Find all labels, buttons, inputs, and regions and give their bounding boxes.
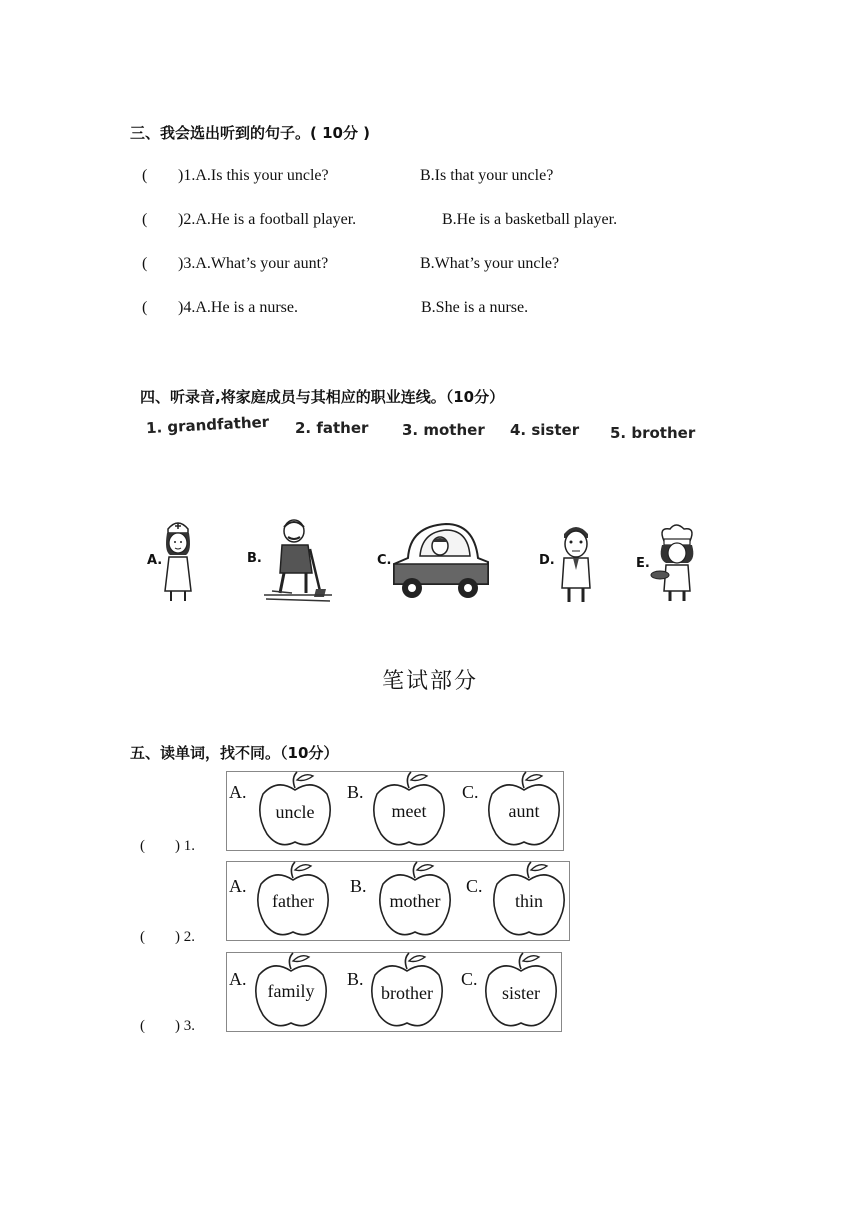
option-letter-b: B. [347, 782, 364, 802]
question-2-option-b: B.He is a basketball player. [442, 211, 618, 228]
picture-a-label: A. [147, 553, 163, 568]
option-word[interactable]: uncle [275, 802, 315, 822]
word-box-row-2 [226, 861, 570, 941]
option-word[interactable]: family [267, 981, 315, 1001]
option-word[interactable]: brother [381, 983, 433, 1003]
option-letter-b: B. [347, 969, 364, 989]
option-letter-a: A. [229, 782, 247, 802]
picture-b-label: B. [247, 551, 262, 566]
answer-bracket[interactable]: ( [142, 211, 148, 228]
question-4-option-b: B.She is a nurse. [421, 299, 529, 316]
picture-c-label: C. [377, 553, 392, 568]
answer-bracket-row-3[interactable]: ( ) 3. [140, 1018, 195, 1034]
answer-bracket-row-1[interactable]: ( ) 1. [140, 838, 195, 854]
question-1-option-a: )1.A.Is this your uncle? [178, 167, 329, 184]
option-word[interactable]: meet [391, 801, 427, 821]
option-letter-b: B. [350, 876, 367, 896]
question-4-option-a: )4.A.He is a nurse. [178, 299, 298, 316]
member-mother[interactable]: 3. mother [402, 421, 485, 439]
answer-bracket[interactable]: ( [142, 255, 148, 272]
option-word[interactable]: sister [502, 983, 540, 1003]
question-1-option-b: B.Is that your uncle? [420, 167, 554, 184]
member-sister[interactable]: 4. sister [510, 421, 580, 439]
option-word[interactable]: father [272, 891, 314, 911]
question-3-option-b: B.What’s your uncle? [420, 255, 560, 272]
written-section-title: 笔试部分 [381, 669, 478, 694]
question-3-option-a: )3.A.What’s your aunt? [178, 255, 329, 272]
driver-car-icon[interactable] [390, 518, 492, 602]
farmer-icon[interactable] [262, 517, 334, 603]
option-word[interactable]: aunt [508, 801, 540, 821]
picture-d-label: D. [539, 553, 555, 568]
option-letter-c: C. [461, 969, 478, 989]
word-box-row-3 [226, 952, 562, 1032]
option-word[interactable]: mother [389, 891, 441, 911]
part4-heading: 四、听录音,将家庭成员与其相应的职业连线。（10分） [140, 388, 505, 406]
member-brother[interactable]: 5. brother [610, 424, 696, 442]
part3-heading: 三、我会选出听到的句子。( 10分 ) [130, 124, 371, 142]
option-word[interactable]: thin [514, 891, 543, 911]
answer-bracket[interactable]: ( [142, 167, 148, 184]
part5-heading: 五、读单词，找不同。（10分） [130, 744, 339, 762]
answer-bracket[interactable]: ( [142, 299, 148, 316]
picture-e-label: E. [636, 556, 650, 571]
option-letter-a: A. [229, 876, 247, 896]
question-2-option-a: )2.A.He is a football player. [178, 211, 357, 228]
doctor-icon[interactable] [556, 520, 596, 604]
option-letter-c: C. [466, 876, 483, 896]
answer-bracket-row-2[interactable]: ( ) 2. [140, 929, 195, 945]
member-father[interactable]: 2. father [295, 419, 369, 437]
option-letter-c: C. [462, 782, 479, 802]
nurse-icon[interactable] [158, 515, 198, 603]
option-letter-a: A. [229, 969, 247, 989]
member-grandfather[interactable]: 1. grandfather [145, 412, 270, 438]
cook-icon[interactable] [650, 523, 706, 603]
word-box-row-1 [226, 771, 564, 851]
